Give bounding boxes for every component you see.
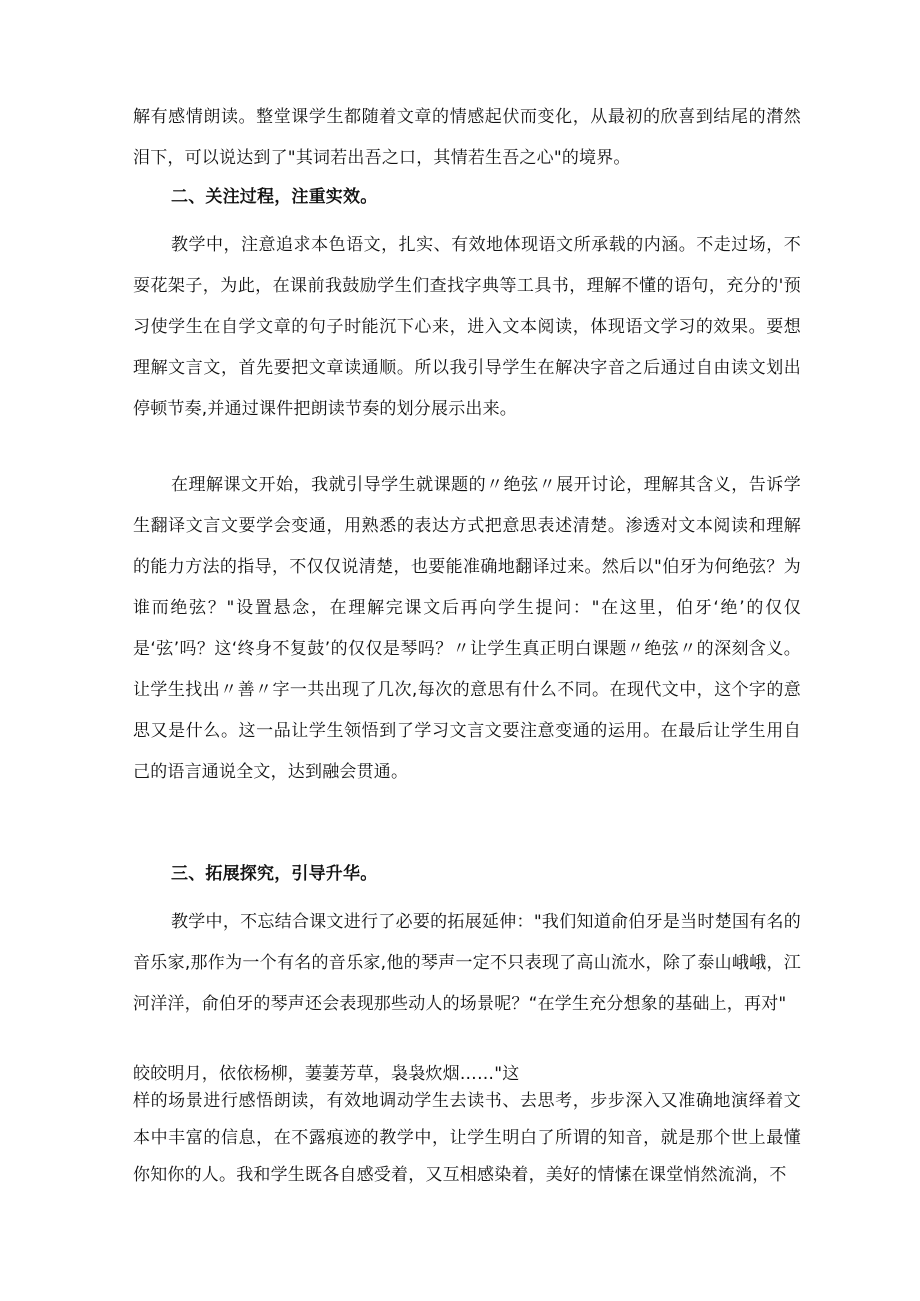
paragraph-intro-continuation: 解有感情朗读。整堂课学生都随着文章的情感起伏而变化，从最初的欣喜到结尾的潸然泪下，可以说达到了"其词若出吾之口，其情若生吾之心"的境界。 bbox=[133, 107, 801, 168]
paragraph-extension: 教学中，不忘结合课文进行了必要的拓展延伸："我们知道俞伯牙是当时楚国有名的音乐家,那作为一个有名的音乐家,他的琴声一定不只表现了高山流水，除了泰山峨峨，江河洋洋，俞伯牙的琴声还会表现那些动人的场景呢？“在学生充分想象的基础上，再对" bbox=[133, 912, 801, 1014]
paragraph-focus-process: 教学中，注意追求本色语文，扎实、有效地体现语文所承载的内涵。不走过场，不耍花架子，为此，在课前我鼓励学生们查找字典等工具书，理解不懂的语句，充分的'预习使学生在自学文章的句子时能沉下心来，进入文本阅读，体现语文学习的效果。要想理解文言文，首先要把文章读通顺。所以我引导学生在解决字音之后通过自由读文划出停顿节奏,并通过课件把朗读节奏的划分展示出来。 bbox=[133, 235, 801, 419]
paragraph-reading-practice: 样的场景进行感悟朗读，有效地调动学生去读书、去思考，步步深入又准确地演绎着文本中丰富的信息，在不露痕迹的教学中，让学生明白了所谓的知音，就是那个世上最懂你知你的人。我和学生既各自感受着，又互相感染着，美好的情愫在课堂悄然流淌，不 bbox=[133, 1091, 801, 1185]
paragraph-understand-text: 在理解课文开始，我就引导学生就课题的〃绝弦〃展开讨论，理解其含义，告诉学生翻译文言文要学会变通，用熟悉的表达方式把意思表述清楚。渗透对文本阅读和理解的能力方法的指导，不仅仅说清楚，也要能准确地翻译过来。然后以"伯牙为何绝弦？为谁而绝弦？"设置悬念，在理解完课文后再向学生提问："在这里，伯牙‘绝’的仅仅是‘弦’吗？这‘终身不复鼓’的仅仅是琴吗？〃让学生真正明白课题〃绝弦〃的深刻含义。让学生找出〃善〃字一共出现了几次,每次的意思有什么不同。在现代文中，这个字的意思又是什么。这一品让学生领悟到了学习文言文要注意变通的运用。在最后让学生用自己的语言通说全文，达到融会贯通。 bbox=[133, 475, 801, 782]
section-heading-2: 二、关注过程，注重实效。 bbox=[171, 187, 378, 207]
section-heading-3: 三、拓展探究，引导升华。 bbox=[171, 864, 378, 884]
paragraph-quote-line: 皎皎明月，依依杨柳，萋萋芳草，袅袅炊烟……"这 bbox=[133, 1064, 520, 1084]
